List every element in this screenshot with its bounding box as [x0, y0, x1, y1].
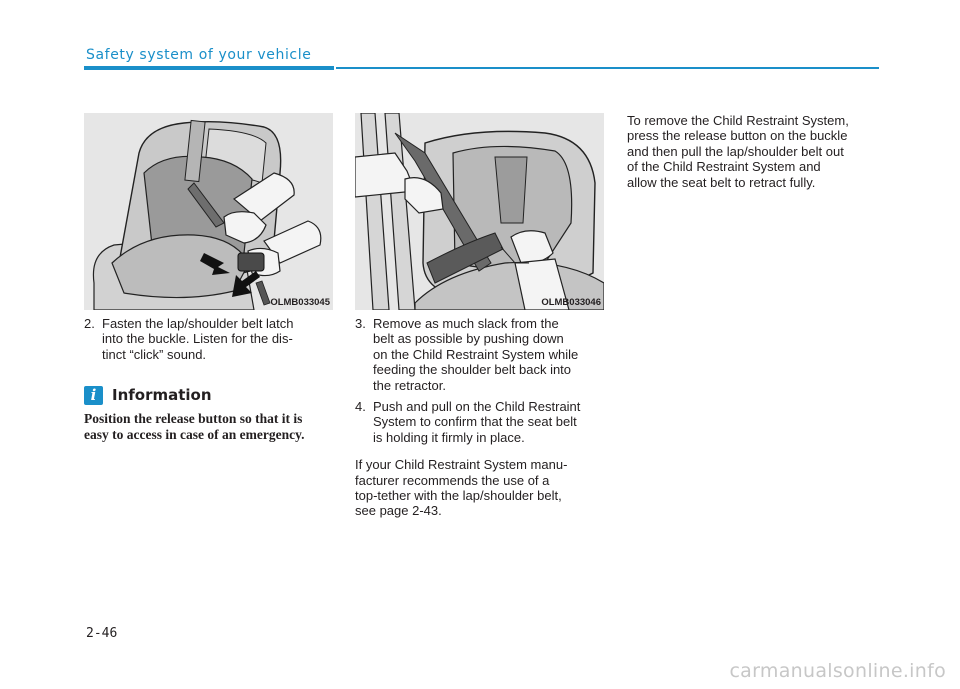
- paragraph-line: and then pull the lap/shoulder belt out: [627, 143, 844, 159]
- step-number: 3.: [355, 316, 366, 331]
- information-text-line: easy to access in case of an emergency.: [84, 427, 305, 442]
- page-number: 2-46: [86, 626, 118, 641]
- paragraph-line: To remove the Child Restraint System,: [627, 113, 849, 128]
- figure-code: OLMB033045: [270, 297, 330, 308]
- step-text-line: Push and pull on the Child Restraint: [373, 399, 581, 415]
- figure-child-seat-buckle: [84, 113, 333, 310]
- information-text-line: Position the release button so that it is: [84, 411, 303, 426]
- information-text: [84, 411, 334, 443]
- paragraph-line: If your Child Restraint System manu-: [355, 457, 568, 473]
- step-text-line: Fasten the lap/shoulder belt latch: [102, 316, 294, 331]
- information-icon: i: [84, 386, 103, 405]
- figure-code: OLMB033046: [541, 297, 601, 308]
- step-text-line: feeding the shoulder belt back into: [373, 362, 572, 378]
- step-text-line: belt as possible by pushing down: [373, 331, 564, 347]
- step-4: [355, 399, 604, 445]
- paragraph-line: press the release button on the buckle: [627, 128, 848, 144]
- step-text-line: on the Child Restraint System while: [373, 346, 579, 362]
- watermark-link[interactable]: carmanualsonline.info: [729, 660, 946, 682]
- paragraph-line: facturer recommends the use of a: [355, 472, 550, 488]
- paragraph-line: allow the seat belt to retract fully.: [627, 174, 816, 190]
- remove-slack-illustration: [355, 113, 604, 310]
- information-label: Information: [112, 386, 212, 404]
- step-text-line: tinct “click” sound.: [102, 346, 207, 362]
- step-2: [84, 316, 334, 362]
- right-column: [627, 113, 879, 190]
- step-text-line: System to confirm that the seat belt: [373, 414, 577, 430]
- section-title: Safety system of your vehicle: [86, 47, 312, 63]
- step-text-line: is holding it firmly in place.: [373, 429, 525, 445]
- step-text-line: the retractor.: [373, 377, 446, 393]
- step-3: [355, 316, 604, 393]
- step-text-line: into the buckle. Listen for the dis-: [102, 331, 293, 347]
- paragraph-line: top-tether with the lap/shoulder belt,: [355, 488, 562, 504]
- information-heading: [84, 384, 212, 406]
- middle-column: [355, 316, 604, 519]
- header-rule: [336, 67, 879, 69]
- paragraph-line: of the Child Restraint System and: [627, 159, 821, 175]
- header-rule-accent: [84, 66, 334, 70]
- figure-remove-slack: [355, 113, 604, 310]
- step-number: 4.: [355, 399, 366, 415]
- paragraph-line: see page 2-43.: [355, 503, 442, 519]
- removal-paragraph: [627, 113, 879, 190]
- child-seat-buckle-illustration: [84, 113, 333, 310]
- step-number: 2.: [84, 316, 95, 331]
- step-text-line: Remove as much slack from the: [373, 316, 559, 331]
- tether-paragraph: [355, 457, 604, 519]
